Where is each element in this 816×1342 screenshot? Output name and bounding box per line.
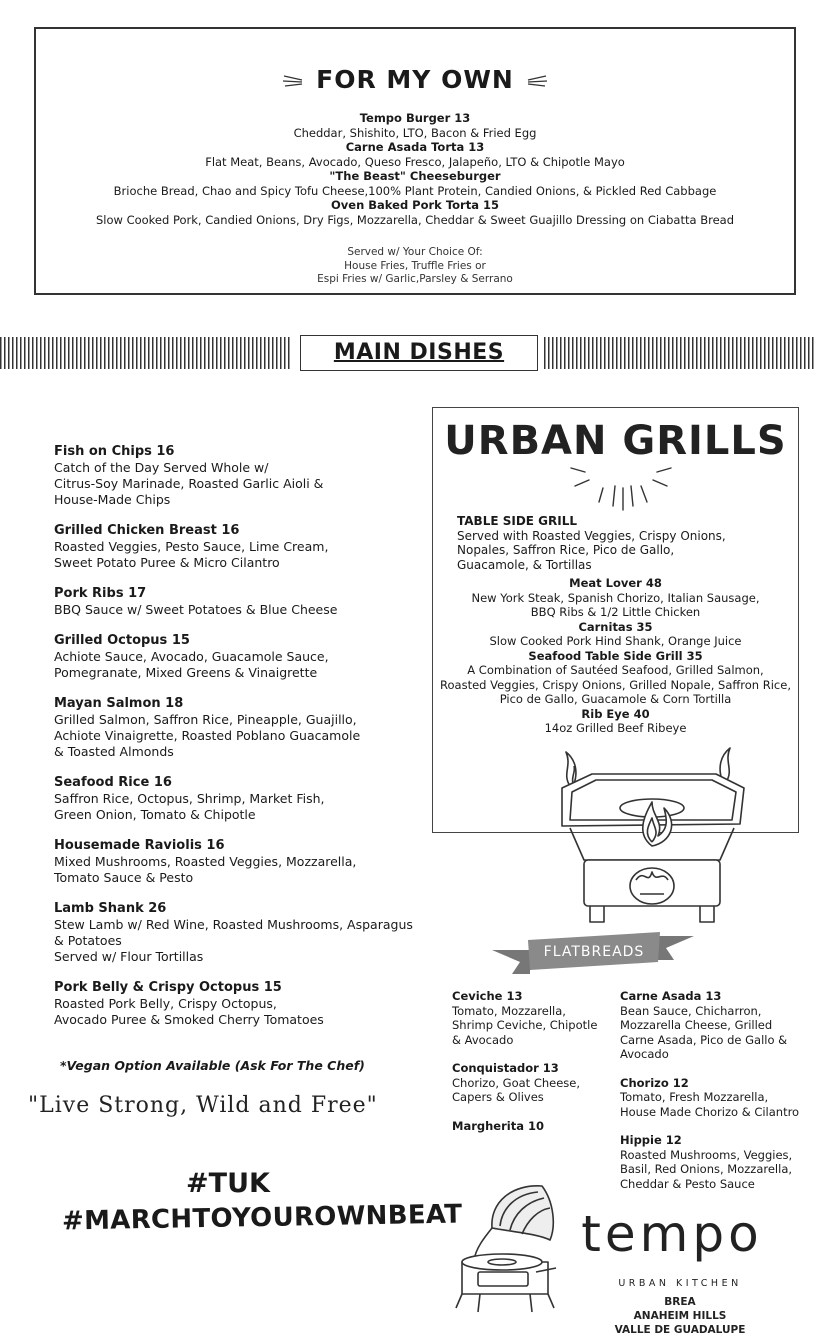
dish-desc-line: Achiote Sauce, Avocado, Guacamole Sauce, (54, 649, 329, 664)
dish-item (54, 696, 424, 760)
flatbread-desc-line: Tomato, Fresh Mozzarella, (620, 1090, 769, 1104)
location-brea: BREA (664, 1296, 696, 1308)
menu-item-desc: Slow Cooked Pork, Candied Onions, Dry Figs, Mozzarella, Cheddar & Sweet Guajillo Dressing on Ciabatta Bread (95, 212, 734, 227)
dish-name: Grilled Chicken Breast 16 (54, 523, 240, 538)
grill-item-name: Carnitas 35 (578, 619, 653, 634)
dish-name: Lamb Shank 26 (54, 901, 167, 916)
table-side-desc-line: Guacamole, & Tortillas (457, 557, 592, 572)
urban-grills-title: URBAN GRILLS (444, 418, 787, 464)
flatbread-desc-line: Tomato, Mozzarella, (452, 1003, 566, 1018)
hashtag-tuk: #TUK (186, 1168, 270, 1199)
dish-desc-line: Saffron Rice, Octopus, Shrimp, Market Fish, (54, 791, 325, 806)
main-dishes-title: MAIN DISHES (333, 340, 505, 365)
menu-item-desc: Cheddar, Shishito, LTO, Bacon & Fried Egg (293, 125, 537, 140)
table-side-desc-line: Served with Roasted Veggies, Crispy Onions, (457, 528, 726, 543)
table-side-desc-line: Nopales, Saffron Rice, Pico de Gallo, (457, 543, 675, 557)
for-my-own-title: FOR MY OWN (316, 65, 514, 94)
flatbread-item (620, 989, 806, 1062)
flatbread-desc-line: Carne Asada, Pico de Gallo & (620, 1032, 788, 1047)
dish-desc-line: BBQ Sauce w/ Sweet Potatoes & Blue Cheese (54, 602, 338, 617)
dish-desc-line: & Potatoes (54, 933, 122, 948)
location-anaheim-hills: ANAHEIM HILLS (633, 1310, 727, 1322)
flatbread-desc-line: Shrimp Ceviche, Chipotle (452, 1018, 598, 1032)
grill-item-desc: A Combination of Sautéed Seafood, Grilled Salmon, (467, 663, 764, 677)
flatbread-desc-line: Avocado (620, 1047, 669, 1061)
flatbread-name: Hippie 12 (620, 1133, 682, 1147)
dish-item (54, 633, 424, 681)
for-my-own-section (34, 27, 796, 295)
menu-item-name: Tempo Burger 13 (359, 111, 471, 125)
grill-item-name: Meat Lover 48 (569, 576, 662, 590)
dish-name: Pork Ribs 17 (54, 586, 147, 601)
dish-item (54, 775, 424, 823)
dish-desc-line: Avocado Puree & Smoked Cherry Tomatoes (54, 1012, 324, 1027)
dish-item (54, 523, 424, 571)
dish-desc-line: Catch of the Day Served Whole w/ (54, 460, 269, 475)
dish-item (54, 444, 424, 508)
flatbread-desc-line: Bean Sauce, Chicharron, (620, 1003, 762, 1018)
flatbreads-title: FLATBREADS (543, 944, 645, 960)
for-my-own-list (36, 111, 794, 227)
dish-desc-line: Stew Lamb w/ Red Wine, Roasted Mushrooms, Asparagus (54, 917, 413, 932)
dish-desc-line: Achiote Vinaigrette, Roasted Poblano Guacamole (54, 728, 361, 743)
grill-item-desc: Roasted Veggies, Crispy Onions, Grilled Nopale, Saffron Rice, (440, 677, 791, 692)
flatbread-desc-line: Mozzarella Cheese, Grilled (620, 1018, 773, 1032)
table-side-grill-title: TABLE SIDE GRILL (457, 514, 577, 528)
grill-illustration-icon (540, 736, 752, 926)
location-valle-de-guadalupe: VALLE DE GUADALUPE (614, 1324, 746, 1336)
dish-desc-line: Green Onion, Tomato & Chipotle (54, 807, 256, 822)
served-with-note (36, 246, 794, 287)
menu-item-desc: Brioche Bread, Chao and Spicy Tofu Cheese,100% Plant Protein, Candied Onions, & Pickled Red Cabbage (113, 183, 717, 198)
flatbread-name: Margherita 10 (452, 1118, 544, 1133)
flatbread-item (452, 1119, 608, 1134)
dish-name: Seafood Rice 16 (54, 775, 172, 790)
dish-item (54, 980, 424, 1028)
grill-item-name: Rib Eye 40 (581, 706, 650, 721)
hashtag-march: #MARCHTOYOUROWNBEAT (61, 1199, 463, 1237)
grill-item-desc: Slow Cooked Pork Hind Shank, Orange Juice (489, 634, 742, 648)
dish-desc-line: Sweet Potato Puree & Micro Cilantro (54, 555, 280, 570)
rays-icon (565, 466, 675, 512)
flatbread-name: Carne Asada 13 (620, 989, 722, 1003)
for-my-own-heading (36, 65, 794, 94)
dish-desc-line: Mixed Mushrooms, Roasted Veggies, Mozzarella, (54, 854, 357, 869)
grill-item-desc: Pico de Gallo, Guacamole & Corn Tortilla (499, 692, 732, 706)
served-line: Espi Fries w/ Garlic,Parsley & Serrano (317, 273, 513, 285)
dish-name: Mayan Salmon 18 (54, 696, 184, 711)
dish-desc-line: & Toasted Almonds (54, 744, 174, 759)
flatbread-desc-line: Chorizo, Goat Cheese, (452, 1075, 581, 1090)
flatbreads-column-1 (452, 989, 608, 1147)
menu-item-name: Carne Asada Torta 13 (345, 140, 485, 154)
dish-desc-line: Roasted Veggies, Pesto Sauce, Lime Cream, (54, 539, 329, 554)
served-line: Served w/ Your Choice Of: (347, 246, 483, 258)
burst-left-icon (282, 73, 306, 89)
flatbread-desc-line: & Avocado (452, 1032, 514, 1047)
flatbread-item (620, 1133, 806, 1191)
flatbread-desc-line: Basil, Red Onions, Mozzarella, (620, 1162, 793, 1176)
menu-item-name: "The Beast" Cheeseburger (329, 169, 501, 183)
vegan-note: *Vegan Option Available (Ask For The Chef) (60, 1058, 365, 1073)
dish-desc-line: Pomegranate, Mixed Greens & Vinaigrette (54, 665, 318, 680)
dish-name: Housemade Raviolis 16 (54, 838, 225, 853)
flatbread-name: Chorizo 12 (620, 1075, 689, 1090)
menu-item-name: Oven Baked Pork Torta 15 (331, 198, 499, 212)
banner-stripe-right (544, 337, 816, 369)
grill-item-desc: 14oz Grilled Beef Ribeye (544, 721, 687, 735)
dish-desc-line: House-Made Chips (54, 492, 171, 507)
dish-desc-line: Grilled Salmon, Saffron Rice, Pineapple, Guajillo, (54, 712, 357, 727)
dish-item (54, 838, 424, 886)
gramophone-icon (450, 1182, 560, 1318)
flatbread-item (452, 1061, 608, 1105)
main-dishes-list (54, 444, 424, 1043)
flatbread-desc-line: House Made Chorizo & Cilantro (620, 1104, 800, 1119)
flatbread-name: Conquistador 13 (452, 1061, 559, 1075)
dish-desc-line: Citrus-Soy Marinade, Roasted Garlic Aioli & (54, 476, 324, 491)
dish-item (54, 586, 424, 618)
urban-grills-list (433, 576, 798, 736)
menu-item-desc: Flat Meat, Beans, Avocado, Queso Fresco, Jalapeño, LTO & Chipotle Mayo (205, 154, 625, 169)
flatbread-desc-line: Capers & Olives (452, 1090, 544, 1104)
flatbread-name: Ceviche 13 (452, 989, 523, 1003)
dish-name: Fish on Chips 16 (54, 444, 175, 459)
flatbread-desc-line: Roasted Mushrooms, Veggies, (620, 1147, 793, 1162)
dish-name: Grilled Octopus 15 (54, 633, 190, 648)
tagline-quote: "Live Strong, Wild and Free" (28, 1093, 378, 1118)
main-dishes-banner (300, 335, 538, 371)
banner-stripe-left (0, 337, 292, 369)
served-line: House Fries, Truffle Fries or (344, 259, 486, 272)
dish-desc-line: Served w/ Flour Tortillas (54, 949, 204, 964)
brand-subtitle: URBAN KITCHEN (618, 1278, 742, 1289)
flatbread-item (452, 989, 608, 1047)
dish-name: Pork Belly & Crispy Octopus 15 (54, 980, 282, 995)
dish-item (54, 901, 424, 965)
dish-desc-line: Tomato Sauce & Pesto (54, 870, 194, 885)
grill-item-desc: New York Steak, Spanish Chorizo, Italian Sausage, (471, 590, 760, 605)
flatbread-item (620, 1076, 806, 1120)
flatbreads-column-2 (620, 989, 806, 1205)
brand-logo-wordmark: tempo (581, 1205, 763, 1263)
dish-desc-line: Roasted Pork Belly, Crispy Octopus, (54, 996, 277, 1011)
flatbread-desc-line: Cheddar & Pesto Sauce (620, 1176, 755, 1191)
burst-right-icon (524, 73, 548, 89)
grill-item-desc: BBQ Ribs & 1/2 Little Chicken (530, 605, 701, 619)
table-side-grill (457, 514, 777, 572)
grill-item-name: Seafood Table Side Grill 35 (528, 648, 703, 663)
